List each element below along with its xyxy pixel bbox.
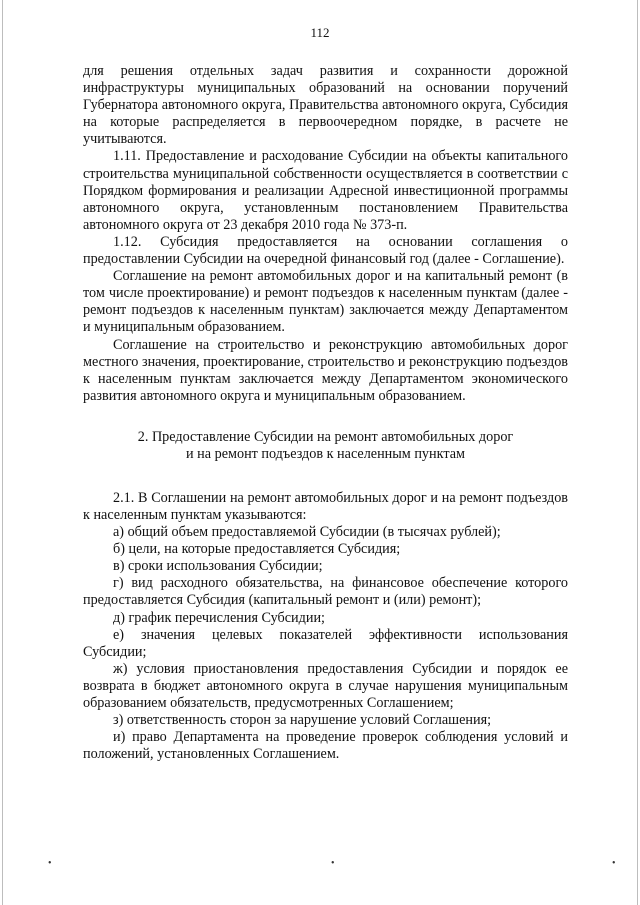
section-heading-line-1: 2. Предоставление Субсидии на ремонт автомобильных дорог [137,428,514,445]
page-number: 112 [310,25,330,40]
paragraph-construction-agreement: Соглашение на строительство и реконструкцию автомобильных дорог местного значения, проектирование, строительство и реконструкцию подъездов к населенным пунктам заключается между Департаментом экономического развития автономного округа и муниципальным образованием. [83,336,568,404]
list-item-d: д) график перечисления Субсидии; [113,609,325,626]
scan-mark-right: • [612,858,616,869]
list-item-e: е) значения целевых показателей эффективности использования Субсидии; [83,626,568,660]
list-item-b: б) цели, на которые предоставляется Субсидия; [113,541,401,558]
list-item-v: в) сроки использования Субсидии; [113,558,323,575]
paragraph-1-11: 1.11. Предоставление и расходование Субсидии на объекты капитального строительства муниципальной собственности осуществляется в соответствии с Порядком формирования и реализации Адресной инвестиционной программы автономного округа, установленным постановлением Правительства автономного округа от 23 декабря 2010 года № 373-п. [83,148,568,233]
paragraph-continuation: для решения отдельных задач развития и сохранности дорожной инфраструктуры муниципальных образований на основании поручений Губернатора автономного округа, Правительства автономного округа, Субсидия на которые распределяется в первоочередном порядке, в расчете не учитываются. [83,63,568,148]
scan-mark-left: • [48,858,52,869]
scan-edge-right [637,0,638,905]
scan-mark-center: • [331,858,335,869]
list-item-a: а) общий объем предоставляемой Субсидии (в тысячах рублей); [113,524,501,541]
list-item-i: и) право Департамента на проведение проверок соблюдения условий и положений, установленных Соглашением. [83,729,568,763]
paragraph-repair-agreement: Соглашение на ремонт автомобильных дорог и на капитальный ремонт (в том числе проектирование) и ремонт подъездов к населенным пунктам (далее - ремонт подъездов к населенным пунктам) заключается между Департаментом и муниципальным образованием. [83,268,568,336]
scan-edge-left [2,0,3,905]
paragraph-1-12: 1.12. Субсидия предоставляется на основании соглашения о предоставлении Субсидии на очередной финансовый год (далее - Соглашение). [83,233,568,268]
paragraph-2-1: 2.1. В Соглашении на ремонт автомобильных дорог и на ремонт подъездов к населенным пунктам указываются: [83,489,568,523]
document-body [83,63,568,763]
list-item-zh: ж) условия приостановления предоставления Субсидии и порядок ее возврата в бюджет автономного округа в случае нарушения муниципальным образованием обязательств, предусмотренных Соглашением; [83,660,568,711]
list-item-g: г) вид расходного обязательства, на финансовое обеспечение которого предоставляется Субсидия (капитальный ремонт и (или) ремонт); [83,575,568,609]
section-heading [83,429,568,464]
list-item-z: з) ответственность сторон за нарушение условий Соглашения; [113,712,492,729]
section-heading-line-2: и на ремонт подъездов к населенным пунктам [186,446,465,463]
